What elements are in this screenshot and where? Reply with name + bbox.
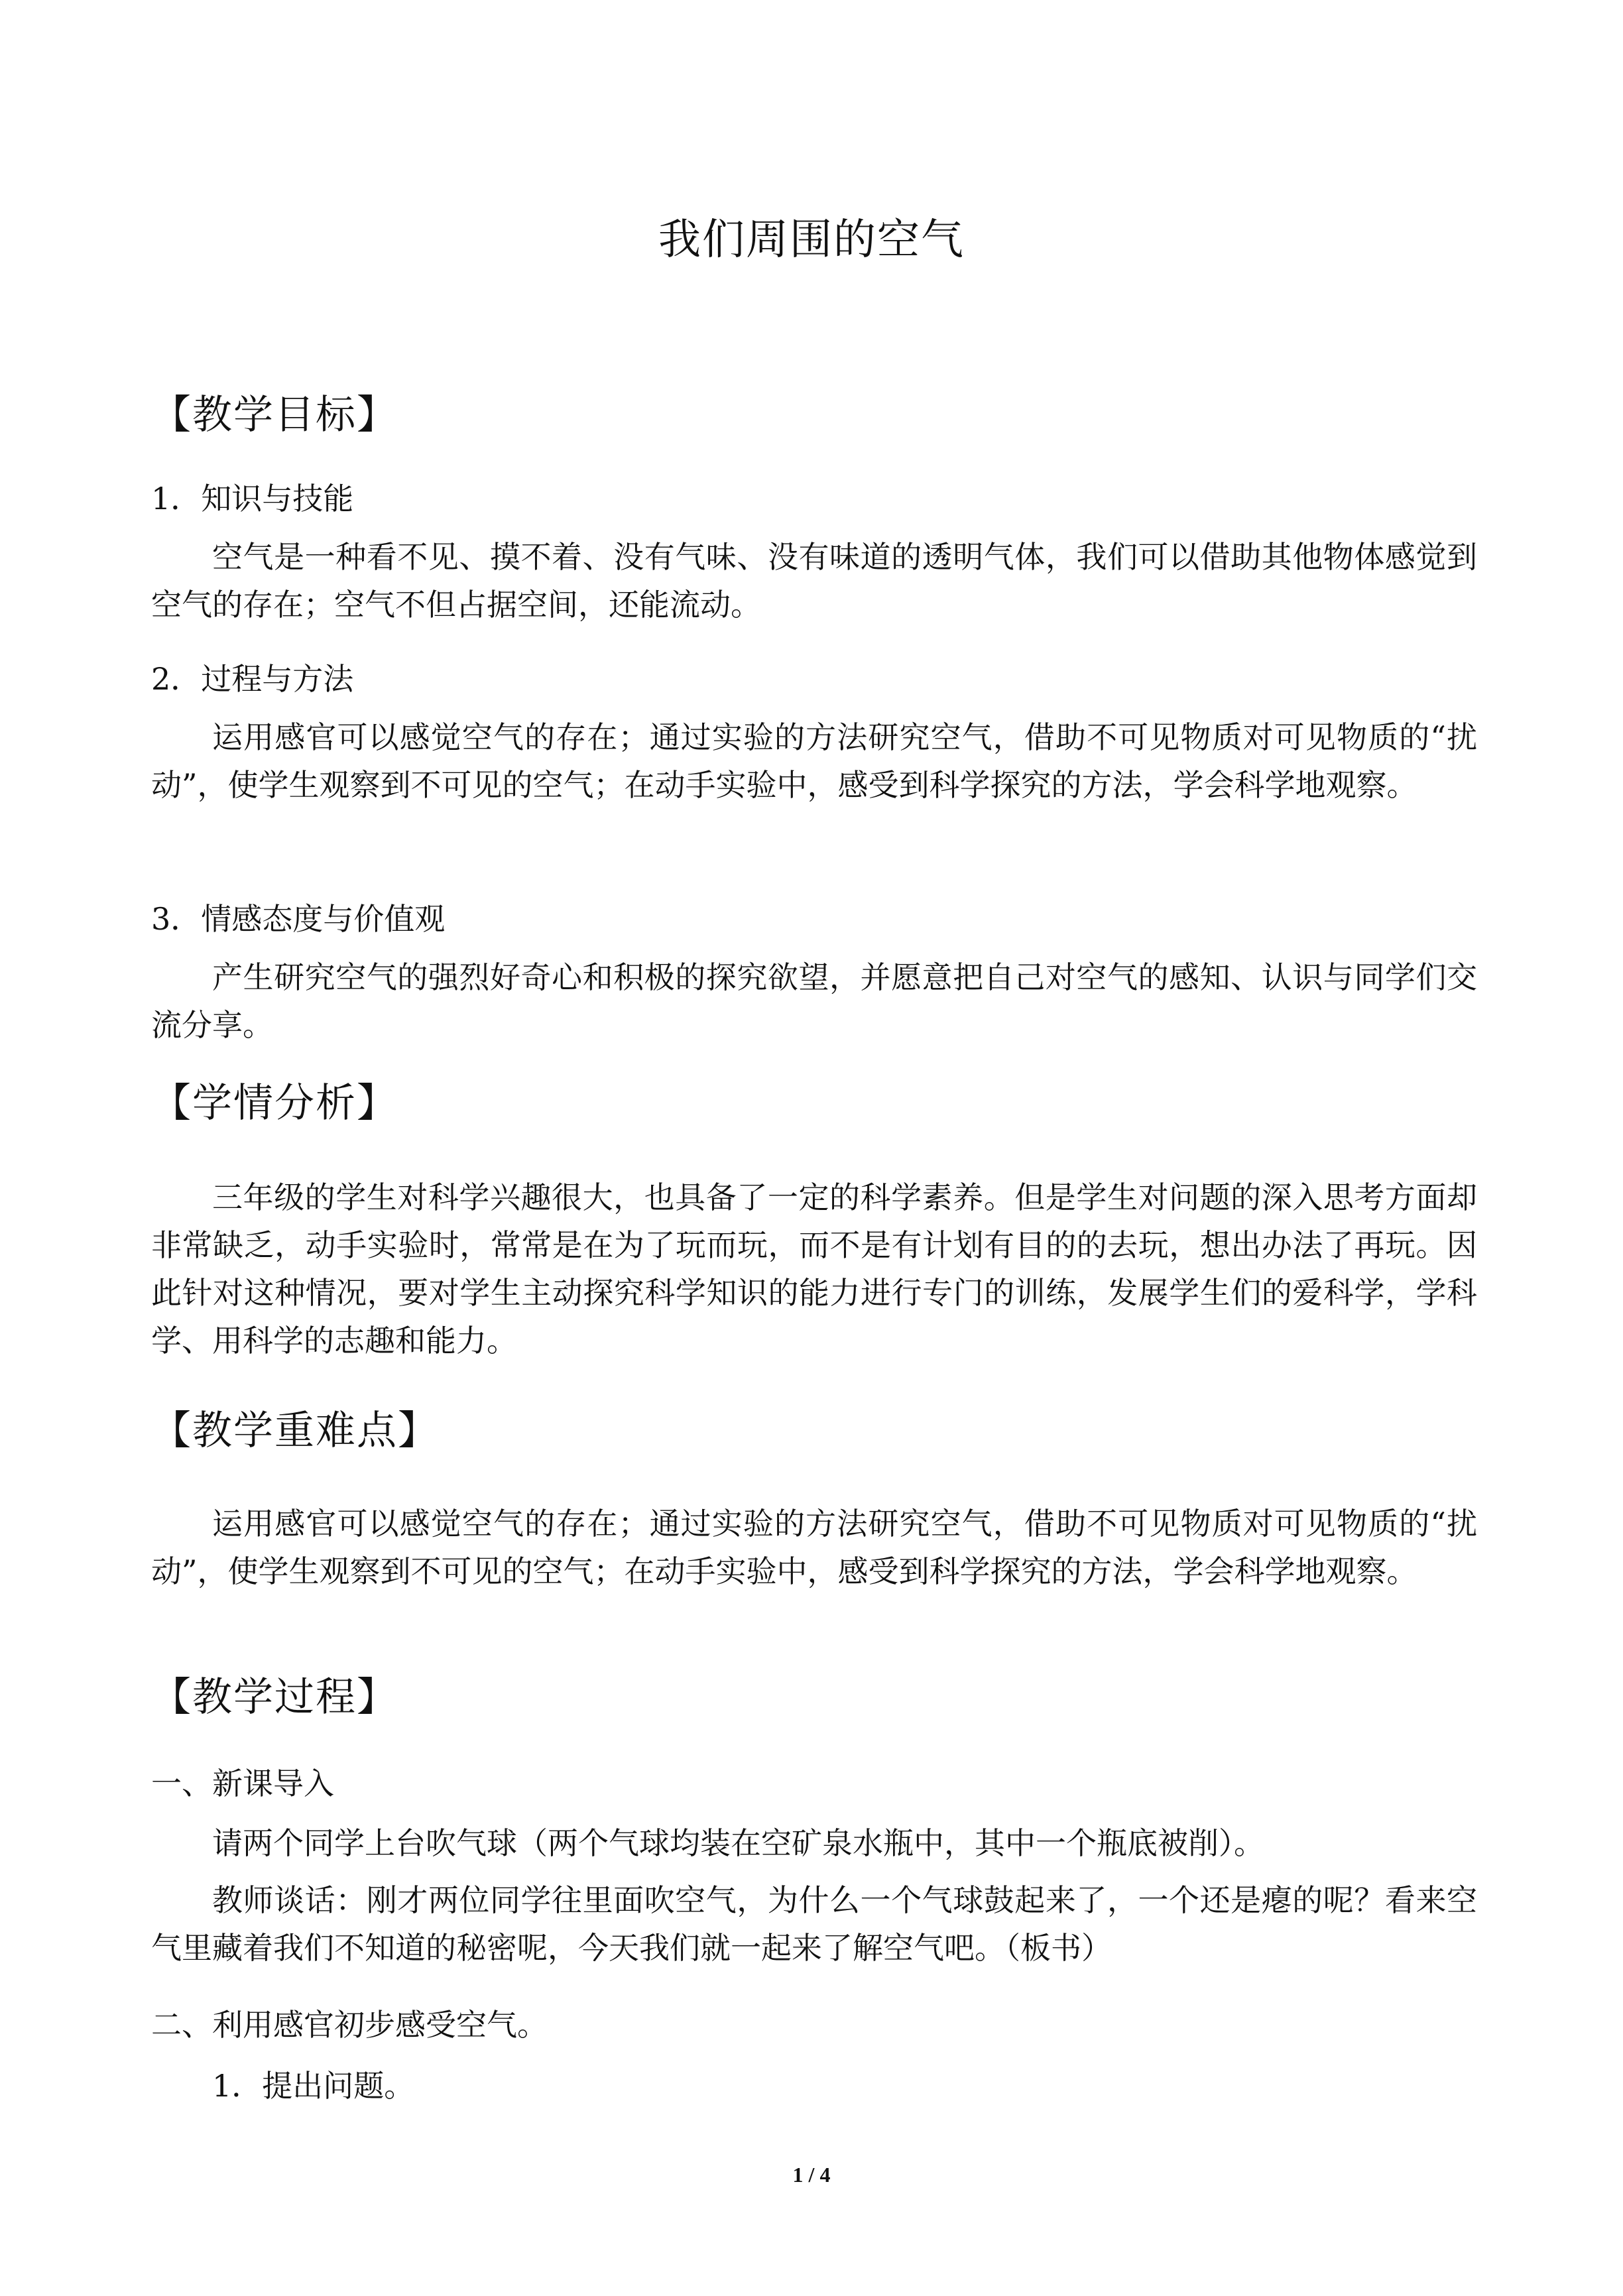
objective-attitude-text: 产生研究空气的强烈好奇心和积极的探究欲望，并愿意把自己对空气的感知、认识与同学们交流分享。 <box>151 959 1477 1043</box>
process-part1-line1: 请两个同学上台吹气球（两个气球均装在空矿泉水瓶中，其中一个瓶底被削）。 <box>212 1825 1264 1861</box>
process-part2-title: 二、利用感官初步感受空气。 <box>151 2007 548 2043</box>
objective-process-text: 运用感官可以感觉空气的存在；通过实验的方法研究空气，借助不可见物质对可见物质的“扰动”，使学生观察到不可见的空气；在动手实验中，感受到科学探究的方法，学会科学地观察。 <box>151 719 1477 803</box>
objective-attitude-title: 3．情感态度与价值观 <box>151 901 446 937</box>
section-heading-key-points: 【教学重难点】 <box>151 1408 439 1454</box>
objective-knowledge-title: 1．知识与技能 <box>151 481 354 516</box>
page-title: 我们周围的空气 <box>658 215 965 265</box>
process-part1-title: 一、新课导入 <box>151 1766 334 1801</box>
analysis-text: 三年级的学生对科学兴趣很大，也具备了一定的科学素养。但是学生对问题的深入思考方面却非常缺乏，动手实验时，常常是在为了玩而玩，而不是有计划有目的的去玩，想出办法了再玩。因此针对这种情况，要对学生主动探究科学知识的能力进行专门的训练，发展学生们的爱科学，学科学、用科学的志趣和能力。 <box>151 1179 1477 1359</box>
section-heading-objectives: 【教学目标】 <box>151 392 398 438</box>
objective-knowledge-text: 空气是一种看不见、摸不着、没有气味、没有味道的透明气体，我们可以借助其他物体感觉到空气的存在；空气不但占据空间，还能流动。 <box>151 539 1477 623</box>
process-part2-item1: 1．提出问题。 <box>212 2068 415 2104</box>
key-points-text: 运用感官可以感觉空气的存在；通过实验的方法研究空气，借助不可见物质对可见物质的“扰动”，使学生观察到不可见的空气；在动手实验中，感受到科学探究的方法，学会科学地观察。 <box>151 1506 1477 1589</box>
objective-process-title: 2．过程与方法 <box>151 661 354 697</box>
page-number: 1 / 4 <box>792 2163 831 2187</box>
section-heading-analysis: 【学情分析】 <box>151 1080 398 1126</box>
section-heading-process: 【教学过程】 <box>151 1674 398 1721</box>
process-part1-text2: 教师谈话：刚才两位同学往里面吹空气，为什么一个气球鼓起来了，一个还是瘪的呢？看来空气里藏着我们不知道的秘密呢，今天我们就一起来了解空气吧。（板书） <box>151 1882 1477 1966</box>
